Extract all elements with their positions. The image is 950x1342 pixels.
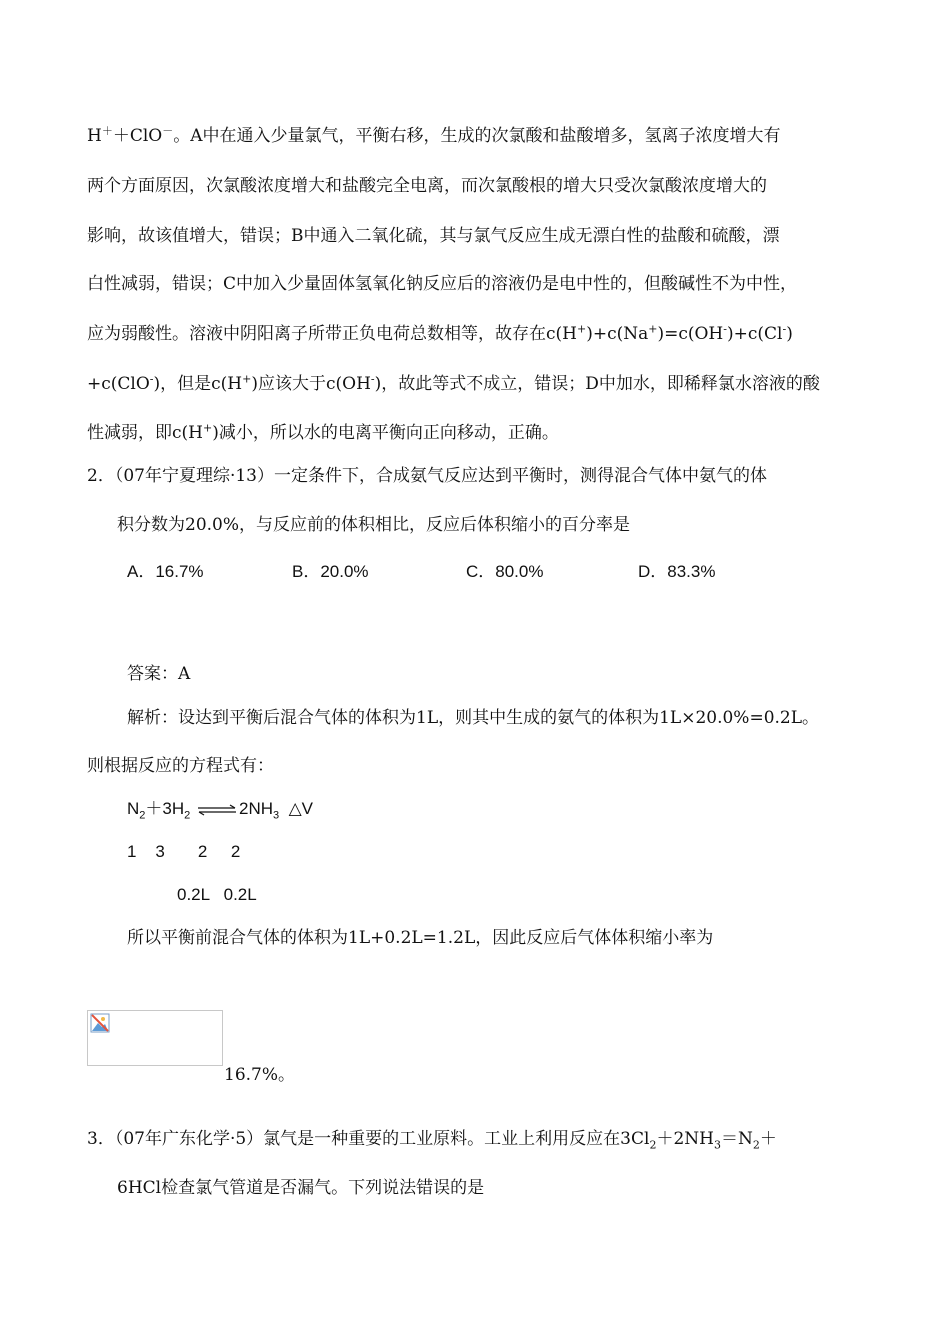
text-line: 性减弱，即c(H+)减小，所以水的电离平衡向正向移动，正确。 [87,421,559,443]
text-line: +c(ClO-)，但是c(H+)应该大于c(OH-)，故此等式不成立，错误；D中加水，即稀释氯水溶液的酸 [87,372,820,394]
broken-image-icon [90,1013,110,1033]
option-d: D．83.3% [638,562,716,581]
result: 16.7%。 [224,1065,296,1085]
stoichiometric-ratio: 1 3 2 2 [127,842,241,861]
analysis-line: 解析：设达到平衡后混合气体的体积为1L，则其中生成的氨气的体积为1L×20.0%=0.2L。 [127,708,820,728]
analysis-line: 所以平衡前混合气体的体积为1L+0.2L=1.2L，因此反应后气体体积缩小率为 [127,928,714,948]
question-2-stem: 2．（07年宁夏理综·13）一定条件下，合成氨气反应达到平衡时，测得混合气体中氨气的体 [87,466,767,486]
question-2-stem-cont: 积分数为20.0%，与反应前的体积相比，反应后体积缩小的百分率是 [117,515,631,535]
text-line: 应为弱酸性。溶液中阴阳离子所带正负电荷总数相等，故存在c(H+)+c(Na+)=c(OH-)+c(Cl-) [87,322,793,344]
formula-image [87,1010,223,1066]
text-line: 两个方面原因，次氯酸浓度增大和盐酸完全电离，而次氯酸根的增大只受次氯酸浓度增大的 [87,176,767,196]
text-line: H＋＋ClO－。A中在通入少量氯气，平衡右移，生成的次氯酸和盐酸增多，氢离子浓度增大有 [87,124,781,146]
option-a: A．16.7% [127,562,204,581]
option-c: C．80.0% [466,562,544,581]
text-line: 白性减弱，错误；C中加入少量固体氢氧化钠反应后的溶液仍是电中性的，但酸碱性不为中性， [87,274,798,294]
text-line: 影响，故该值增大，错误；B中通入二氧化硫，其与氯气反应生成无漂白性的盐酸和硫酸，漂 [87,226,780,246]
question-3-stem-cont: 6HCl检查氯气管道是否漏气。下列说法错误的是 [117,1178,485,1198]
question-3-stem: 3．（07年广东化学·5）氯气是一种重要的工业原料。工业上利用反应在$3Cl_2+2NH_3=N_2+$ [87,1129,777,1152]
analysis-line: 则根据反应的方程式有： [87,756,274,776]
question-number: 2． [87,466,115,486]
volume-values: 0.2L 0.2L [177,885,257,904]
reaction-equation: $N_2+3H_2$ $2NH_3$ △V [127,799,314,822]
question-number: 3． [87,1129,115,1149]
answer: 答案：A [127,664,191,684]
equilibrium-arrow-icon [197,804,237,816]
option-b: B．20.0% [292,562,369,581]
